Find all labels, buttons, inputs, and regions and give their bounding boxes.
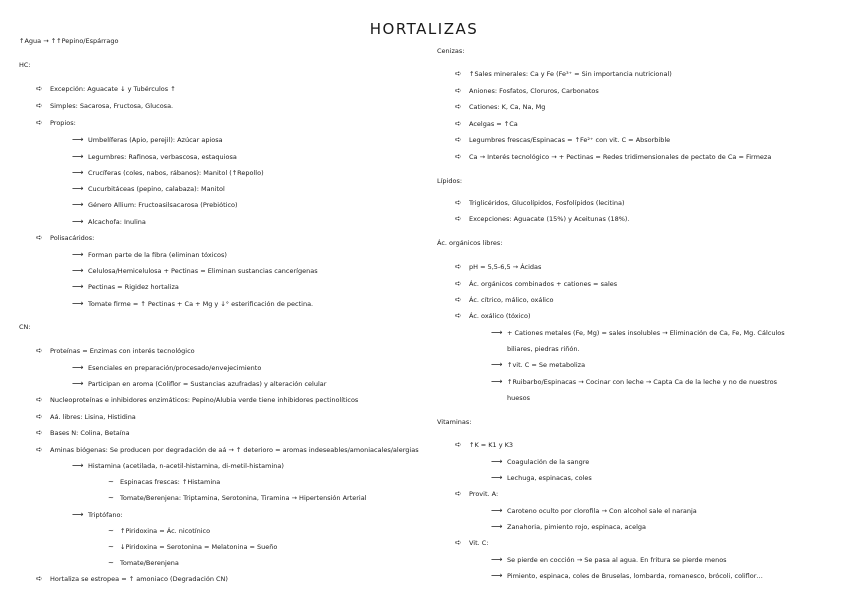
- left-line: [72, 185, 225, 193]
- left-line: [72, 201, 238, 209]
- left-line: [36, 234, 94, 242]
- right-line-text: Aniones: Fosfatos, Cloruros, Carbonatos: [469, 87, 599, 95]
- left-line-text: Cucurbitáceas (pepino, calabaza): Manitol: [88, 185, 225, 193]
- right-line: [507, 394, 530, 402]
- bullet-arrow-icon: ➪: [36, 84, 43, 93]
- right-arrow-icon: ⟶: [72, 168, 84, 177]
- right-line-text: Lípidos:: [437, 177, 463, 185]
- right-line: [491, 523, 646, 531]
- right-line-text: ↑Ruibarbo/Espinacas → Cocinar con leche → Capta Ca de la leche y no de nuestros: [507, 378, 778, 386]
- left-line-text: Pectinas = Rigidez hortaliza: [88, 283, 179, 291]
- right-line-text: + Cationes metales (Fe, Mg) = sales insolubles → Eliminación de Ca, Fe, Mg. Cálculos: [507, 329, 785, 337]
- bullet-arrow-icon: ➪: [455, 198, 462, 207]
- left-line: [72, 364, 261, 372]
- right-arrow-icon: ⟶: [491, 328, 503, 337]
- right-arrow-icon: ⟶: [72, 184, 84, 193]
- left-line-text: ↑Agua → ↑↑Pepino/Espárrago: [19, 37, 119, 45]
- page-title: HORTALIZAS: [369, 20, 479, 38]
- left-line-text: Forman parte de la fibra (eliminan tóxicos): [88, 251, 227, 259]
- bullet-arrow-icon: ➪: [36, 395, 43, 404]
- left-line: [36, 85, 176, 93]
- left-line: [36, 102, 173, 110]
- bullet-arrow-icon: ➪: [36, 118, 43, 127]
- bullet-arrow-icon: ➪: [455, 69, 462, 78]
- left-line: [72, 267, 318, 275]
- left-line: [72, 380, 326, 388]
- right-arrow-icon: ⟶: [72, 135, 84, 144]
- right-line-text: Vitaminas:: [437, 418, 472, 426]
- right-line-text: pH = 5,5-6,5 → Ácidas: [469, 263, 542, 271]
- left-line: [36, 413, 136, 421]
- right-line: [455, 539, 489, 547]
- left-line: [72, 218, 146, 226]
- bullet-arrow-icon: ➪: [455, 152, 462, 161]
- right-line-text: Ác. orgánicos combinados + cationes = sales: [469, 280, 618, 288]
- left-line: [72, 136, 223, 144]
- right-line-text: Ác. orgánicos libres:: [437, 239, 503, 247]
- left-line: [36, 396, 358, 404]
- left-line-text: Polisacáridos:: [50, 234, 95, 242]
- right-arrow-icon: ⟶: [72, 200, 84, 209]
- bullet-arrow-icon: ➪: [36, 233, 43, 242]
- left-line: [36, 446, 419, 454]
- left-line: [19, 61, 31, 69]
- bullet-arrow-icon: ➪: [455, 135, 462, 144]
- right-line: [455, 87, 599, 95]
- right-line: [437, 47, 464, 55]
- right-arrow-icon: ⟶: [72, 250, 84, 259]
- bullet-arrow-icon: ➪: [36, 346, 43, 355]
- left-line-text: Propios:: [50, 119, 76, 127]
- right-line-text: Excepciones: Aguacate (15%) y Aceitunas (18%).: [469, 215, 630, 223]
- right-arrow-icon: ⟶: [491, 473, 503, 482]
- left-line-text: Histamina (acetilada, n-acetil-histamina, di-metil-histamina): [88, 462, 284, 470]
- left-line: [72, 283, 179, 291]
- tilde-bullet-icon: ~: [108, 494, 114, 502]
- right-line: [455, 441, 513, 449]
- right-arrow-icon: ⟶: [491, 506, 503, 515]
- right-line: [491, 507, 697, 515]
- right-line: [491, 474, 592, 482]
- left-line-text: Celulosa/Hemicelulosa + Pectinas = Eliminan sustancias cancerígenas: [88, 267, 318, 275]
- right-line-text: Acelgas = ↑Ca: [469, 120, 518, 128]
- right-line: [455, 120, 518, 128]
- left-line-text: Simples: Sacarosa, Fructosa, Glucosa.: [50, 102, 174, 110]
- right-arrow-icon: ⟶: [491, 571, 503, 580]
- left-line: [108, 478, 220, 486]
- left-line-text: Tomate/Berenjena: [120, 559, 179, 567]
- right-line: [455, 70, 672, 78]
- right-line-text: Triglicéridos, Glucolípidos, Fosfolípidos (lecitina): [469, 199, 625, 207]
- bullet-arrow-icon: ➪: [455, 86, 462, 95]
- left-line-text: Género Allium: Fructoasilsacarosa (Prebiótico): [88, 201, 238, 209]
- right-line: [491, 361, 585, 369]
- right-line-text: Vit. C:: [469, 539, 489, 547]
- right-line-text: ↑Sales minerales: Ca y Fe (Fe³⁺ = Sin importancia nutricional): [469, 70, 672, 78]
- bullet-arrow-icon: ➪: [455, 295, 462, 304]
- tilde-bullet-icon: ~: [108, 559, 114, 567]
- left-line: [36, 347, 195, 355]
- bullet-arrow-icon: ➪: [36, 101, 43, 110]
- right-arrow-icon: ⟶: [491, 377, 503, 386]
- left-line-text: Espinacas frescas: ↑Histamina: [120, 478, 221, 486]
- right-line-text: Ác. oxálico (tóxico): [469, 312, 531, 320]
- bullet-arrow-icon: ➪: [36, 412, 43, 421]
- left-line-text: Participan en aroma (Coliflor = Sustancias azufradas) y alteración celular: [88, 380, 327, 388]
- left-line: [108, 494, 367, 502]
- right-line: [455, 263, 541, 271]
- right-line-text: Lechuga, espinacas, coles: [507, 474, 592, 482]
- right-line: [437, 239, 502, 247]
- bullet-arrow-icon: ➪: [455, 538, 462, 547]
- left-line-text: Alcachofa: Inulina: [88, 218, 146, 226]
- bullet-arrow-icon: ➪: [36, 428, 43, 437]
- left-line: [72, 511, 123, 519]
- right-line: [491, 556, 727, 564]
- right-line: [455, 199, 625, 207]
- right-arrow-icon: ⟶: [72, 299, 84, 308]
- bullet-arrow-icon: ➪: [455, 262, 462, 271]
- right-arrow-icon: ⟶: [72, 363, 84, 372]
- right-line: [455, 103, 545, 111]
- right-line: [455, 312, 530, 320]
- left-line-text: HC:: [19, 61, 31, 69]
- bullet-arrow-icon: ➪: [455, 489, 462, 498]
- left-line: [19, 37, 118, 45]
- right-line: [507, 345, 580, 353]
- left-line: [108, 527, 210, 535]
- right-arrow-icon: ⟶: [72, 217, 84, 226]
- left-line: [72, 462, 284, 470]
- left-line: [108, 559, 179, 567]
- right-line-text: Ca → Interés tecnológico → + Pectinas = Redes tridimensionales de pectato de Ca = Firmeza: [469, 153, 772, 161]
- left-line: [72, 169, 264, 177]
- bullet-arrow-icon: ➪: [455, 440, 462, 449]
- bullet-arrow-icon: ➪: [455, 102, 462, 111]
- right-line-text: Cenizas:: [437, 47, 465, 55]
- left-line-text: Aá. libres: Lisina, Histidina: [50, 413, 136, 421]
- left-line: [72, 251, 227, 259]
- left-line-text: Bases N: Colina, Betaína: [50, 429, 130, 437]
- bullet-arrow-icon: ➪: [455, 214, 462, 223]
- right-line-text: Legumbres frescas/Espinacas = ↑Fe²⁺ con vit. C = Absorbible: [469, 136, 671, 144]
- left-line: [108, 543, 277, 551]
- right-line: [455, 215, 630, 223]
- left-line-text: Aminas biógenas: Se producen por degradación de aá → ↑ deterioro = aromas indeseables/amoniacales/alergias: [50, 446, 419, 454]
- left-line-text: Excepción: Aguacate ↓ y Tubérculos ↑: [50, 85, 176, 93]
- right-line: [455, 296, 554, 304]
- right-line-text: Zanahoria, pimiento rojo, espinaca, acelga: [507, 523, 647, 531]
- left-line-text: Tomate/Berenjena: Triptamina, Serotonina, Tiramina → Hipertensión Arterial: [120, 494, 367, 502]
- right-line: [455, 136, 670, 144]
- right-arrow-icon: ⟶: [72, 152, 84, 161]
- bullet-arrow-icon: ➪: [36, 445, 43, 454]
- left-line: [72, 153, 237, 161]
- right-line-text: Caroteno oculto por clorofila → Con alcohol sale el naranja: [507, 507, 697, 515]
- bullet-arrow-icon: ➪: [36, 574, 43, 583]
- left-line: [72, 300, 313, 308]
- tilde-bullet-icon: ~: [108, 543, 114, 551]
- left-line-text: Hortaliza se estropea = ↑ amoniaco (Degradación CN): [50, 575, 228, 583]
- right-line: [455, 280, 617, 288]
- right-line: [491, 329, 785, 337]
- right-arrow-icon: ⟶: [491, 360, 503, 369]
- left-line: [36, 575, 228, 583]
- right-line-text: ↑vit. C = Se metaboliza: [507, 361, 586, 369]
- left-line-text: Esenciales en preparación/procesado/envejecimiento: [88, 364, 262, 372]
- right-arrow-icon: ⟶: [491, 522, 503, 531]
- right-arrow-icon: ⟶: [72, 282, 84, 291]
- right-line: [491, 378, 777, 386]
- left-line: [19, 323, 31, 331]
- left-line-text: Nucleoproteínas e inhibidores enzimáticos: Pepino/Alubia verde tiene inhibidores pectinolíticos: [50, 396, 359, 404]
- left-line-text: Triptófano:: [88, 511, 123, 519]
- right-arrow-icon: ⟶: [72, 461, 84, 470]
- right-line-text: Provit. A:: [469, 490, 499, 498]
- left-line-text: CN:: [19, 323, 31, 331]
- left-line: [36, 119, 76, 127]
- right-arrow-icon: ⟶: [72, 379, 84, 388]
- right-arrow-icon: ⟶: [491, 457, 503, 466]
- right-line: [437, 418, 471, 426]
- left-line-text: Crucíferas (coles, nabos, rábanos): Manitol (↑Repollo): [88, 169, 264, 177]
- left-line-text: Proteínas = Enzimas con interés tecnológico: [50, 347, 195, 355]
- right-arrow-icon: ⟶: [491, 555, 503, 564]
- bullet-arrow-icon: ➪: [455, 311, 462, 320]
- tilde-bullet-icon: ~: [108, 478, 114, 486]
- left-line-text: Tomate firme = ↑ Pectinas + Ca + Mg y ↓° esterificación de pectina.: [88, 300, 314, 308]
- right-line: [491, 572, 763, 580]
- right-line-text: Cationes: K, Ca, Na, Mg: [469, 103, 546, 111]
- bullet-arrow-icon: ➪: [455, 279, 462, 288]
- right-line-text: biliares, piedras riñón.: [507, 345, 580, 353]
- right-line: [455, 153, 771, 161]
- right-line: [437, 177, 462, 185]
- bullet-arrow-icon: ➪: [455, 119, 462, 128]
- right-line: [455, 490, 498, 498]
- right-arrow-icon: ⟶: [72, 266, 84, 275]
- right-line: [491, 458, 589, 466]
- right-line-text: Se pierde en cocción → Se pasa al agua. En fritura se pierde menos: [507, 556, 727, 564]
- tilde-bullet-icon: ~: [108, 527, 114, 535]
- right-line-text: Pimiento, espinaca, coles de Bruselas, lombarda, romanesco, brócoli, coliflor…: [507, 572, 763, 580]
- right-line-text: ↑K = K1 y K3: [469, 441, 514, 449]
- right-line-text: huesos: [507, 394, 530, 402]
- right-arrow-icon: ⟶: [72, 510, 84, 519]
- right-line-text: Ác. cítrico, málico, oxálico: [469, 296, 554, 304]
- left-line: [36, 429, 130, 437]
- left-line-text: ↓Piridoxina = Serotonina = Melatonina = Sueño: [120, 543, 278, 551]
- right-line-text: Coagulación de la sangre: [507, 458, 590, 466]
- left-line-text: Legumbres: Rafinosa, verbascosa, estaquiosa: [88, 153, 237, 161]
- left-line-text: ↑Piridoxina = Ác. nicotínico: [120, 527, 211, 535]
- left-line-text: Umbelíferas (Apio, perejil): Azúcar apiosa: [88, 136, 223, 144]
